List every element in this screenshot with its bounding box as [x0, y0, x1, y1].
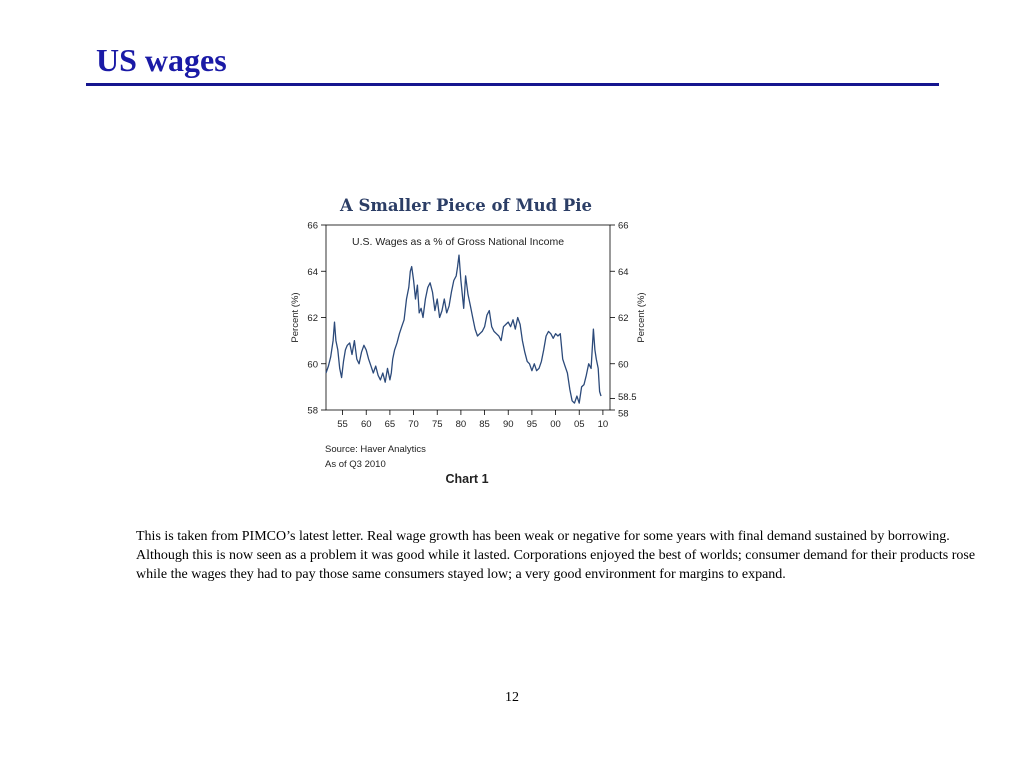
y-tick-label-right: 60 [618, 359, 629, 371]
y-tick-label-left: 58 [307, 405, 318, 417]
y-tick-label-left: 64 [307, 266, 318, 278]
chart-footer-label: Chart 1 [445, 472, 489, 486]
chart-source: Source: Haver Analytics [325, 444, 426, 455]
x-tick-label: 05 [573, 419, 585, 430]
chart-as-of: As of Q3 2010 [325, 459, 386, 470]
title-divider [86, 83, 939, 86]
slide-title: US wages [96, 42, 227, 78]
y-tick-label-right: 64 [618, 266, 629, 278]
plot-frame [326, 225, 610, 410]
chart-title: A Smaller Piece of Mud Pie [339, 196, 593, 215]
x-tick-label: 80 [455, 419, 467, 430]
x-tick-label: 00 [550, 419, 561, 430]
x-axis [337, 410, 608, 430]
y-axis-label-left: Percent (%) [290, 292, 301, 343]
y-tick-label-right: 58 [618, 408, 629, 420]
y-tick-label-left: 62 [307, 313, 318, 324]
y-tick-label-right: 58.5 [618, 391, 637, 403]
y-tick-label-right: 62 [618, 313, 629, 324]
y-axis-label-right: Percent (%) [636, 292, 647, 343]
x-tick-label: 65 [384, 419, 396, 430]
y-tick-label-left: 60 [307, 359, 318, 371]
chart-svg [280, 188, 660, 493]
x-tick-label: 55 [337, 419, 348, 430]
x-tick-label: 85 [479, 419, 490, 430]
y-tick-label-left: 66 [307, 220, 318, 232]
chart-subtitle: U.S. Wages as a % of Gross National Income [352, 236, 565, 248]
x-tick-label: 90 [502, 419, 514, 430]
slide-caption: This is taken from PIMCO’s latest letter. Real wage growth has been weak or negative for some years with final demand sustained by borrowing. Although this is now seen as a problem it was good while it lasted. Corporations enjoyed the best of worlds; consumer demand for their products rose while the wages they had to pay those same consumers stayed low; a very good environment for margins to expand. [136, 529, 976, 582]
y-axis-right [610, 221, 637, 420]
x-tick-label: 60 [360, 419, 372, 430]
page-number: 12 [505, 690, 519, 705]
chart-figure [280, 188, 660, 493]
x-tick-label: 95 [526, 419, 538, 430]
y-tick-label-right: 66 [618, 220, 629, 232]
x-tick-label: 10 [597, 419, 609, 430]
y-axis-left [307, 221, 326, 417]
x-tick-label: 75 [431, 419, 443, 430]
x-tick-label: 70 [408, 419, 419, 430]
series-line-wages [326, 255, 601, 403]
